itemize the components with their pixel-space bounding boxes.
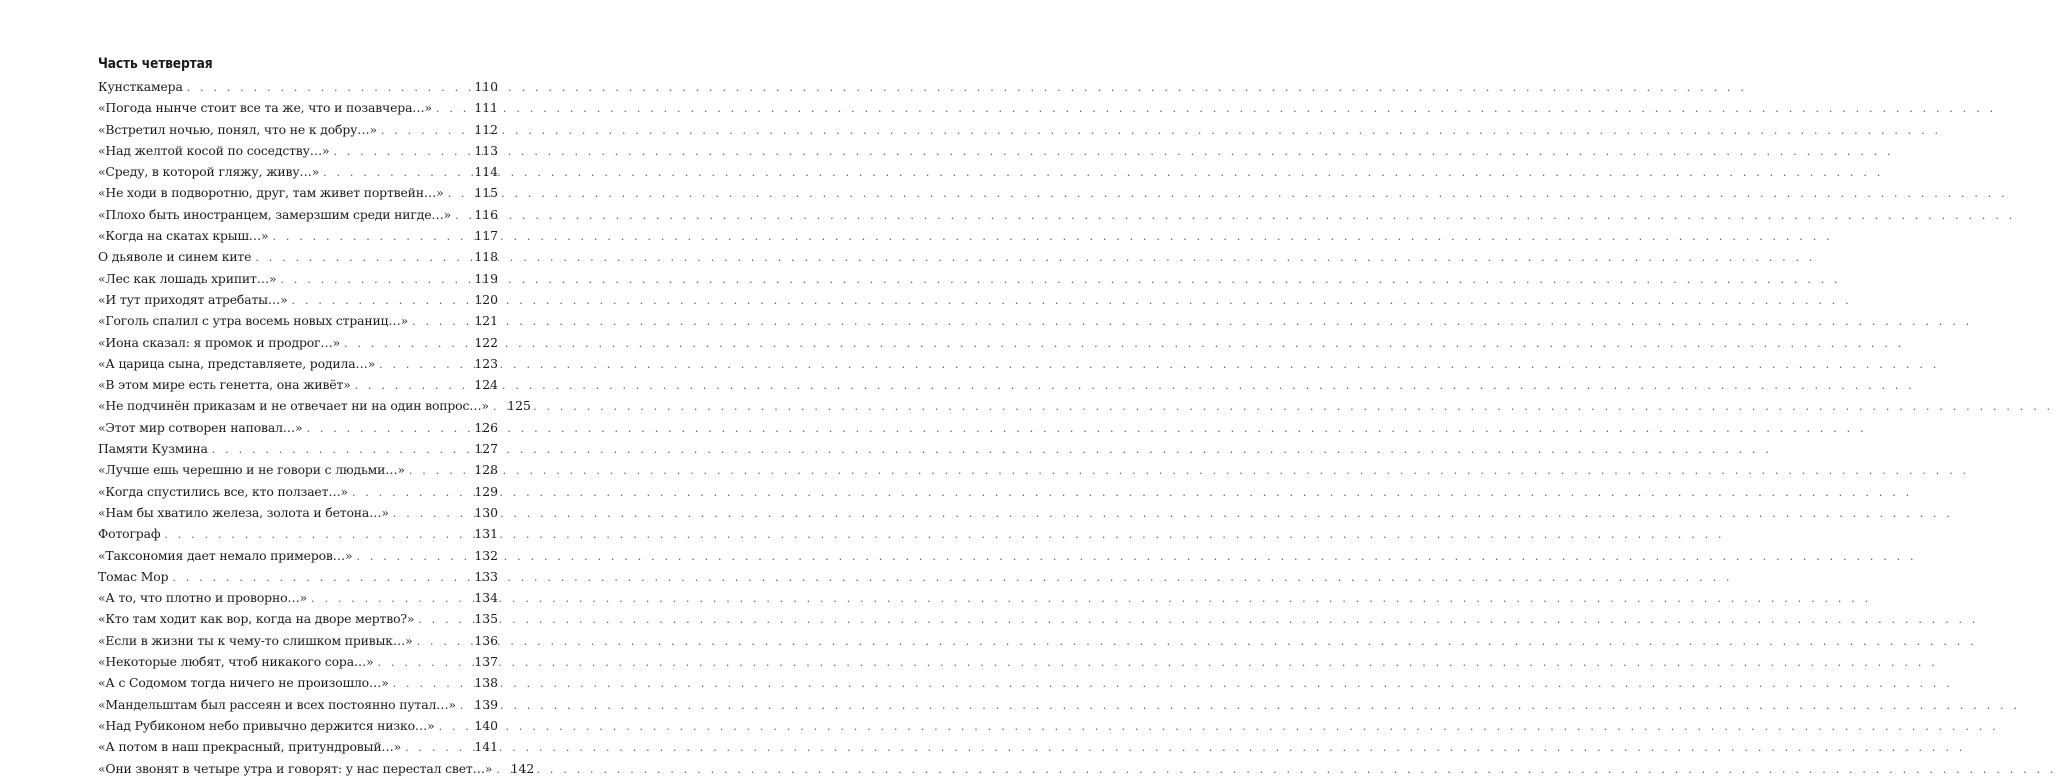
toc-entry-page-number: 121 <box>474 313 498 329</box>
toc-entry-title: «Лес как лошадь хрипит…» <box>98 270 277 286</box>
dot-leader <box>408 311 474 332</box>
toc-entry <box>98 715 498 736</box>
toc-entry-title: Памяти Кузмина <box>98 441 208 457</box>
toc-entry <box>98 438 498 459</box>
toc-entry-title: «Нам бы хватило железа, золота и бетона…» <box>98 504 389 520</box>
dot-leader <box>389 673 474 694</box>
toc-entry-page-number: 134 <box>474 590 498 606</box>
toc-entry-page-number: 117 <box>474 228 498 244</box>
toc-entry <box>98 374 498 395</box>
dot-leader <box>435 716 474 737</box>
toc-entry <box>98 758 535 779</box>
toc-entry-page-number: 131 <box>474 526 498 542</box>
toc-entry <box>98 459 498 480</box>
dot-leader <box>351 375 474 396</box>
toc-entry-title: «Мандельштам был рассеян и всех постоянно путал…» <box>98 696 456 712</box>
toc-entry <box>98 651 498 672</box>
toc-entry <box>98 225 498 246</box>
toc-entry-title: «Над Рубиконом небо привычно держится низко…» <box>98 717 435 733</box>
toc-entry <box>98 417 498 438</box>
toc-entry <box>98 630 498 651</box>
dot-leader <box>401 737 474 758</box>
toc-entry-page-number: 112 <box>474 121 498 137</box>
toc-entry <box>98 523 498 544</box>
dot-leader <box>456 695 474 716</box>
toc-entry-page-number: 129 <box>474 483 498 499</box>
toc-entry-title: Кунсткамера <box>98 79 183 94</box>
toc-entry <box>98 395 531 416</box>
toc-entry-page-number: 110 <box>474 79 498 94</box>
toc-entry-title: «Лучше ешь черешню и не говори с людьми…» <box>98 462 405 478</box>
toc-entry-page-number: 135 <box>474 611 498 627</box>
dot-leader <box>389 503 474 524</box>
toc-entry-title: «Этот мир сотворен наповал…» <box>98 419 303 435</box>
toc-entry <box>98 332 498 353</box>
toc-entry-title: «А то, что плотно и проворно…» <box>98 590 308 606</box>
toc-entry <box>98 353 498 374</box>
toc-entry-title: «Не ходи в подворотню, друг, там живет портвейн…» <box>98 185 444 201</box>
dot-leader <box>444 183 474 204</box>
toc-entry-page-number: 120 <box>474 291 498 307</box>
toc-entry <box>98 481 498 502</box>
toc-entry-page-number: 118 <box>474 249 498 265</box>
toc-entry <box>98 119 498 140</box>
dot-leader <box>268 226 474 247</box>
toc-entry-page-number: 113 <box>474 142 498 158</box>
toc-entry-title: «Когда спустились все, кто ползает…» <box>98 483 348 499</box>
toc-entry <box>98 161 498 182</box>
toc-entry-page-number: 122 <box>474 334 498 350</box>
dot-leader <box>288 290 474 311</box>
dot-leader <box>307 588 474 609</box>
dot-leader <box>208 439 474 460</box>
toc-entry-title: Фотограф <box>98 526 161 542</box>
dot-leader <box>276 269 474 290</box>
toc-entry-title: «Погода нынче стоит все та же, что и позавчера…» <box>98 100 432 116</box>
toc-entry <box>98 587 498 608</box>
dot-leader <box>374 652 474 673</box>
toc-entry <box>98 97 498 118</box>
toc-entry <box>98 182 498 203</box>
toc-entry-title: «Если в жизни ты к чему-то слишком привык…» <box>98 632 413 648</box>
toc-entry-title: «Таксономия дает немало примеров…» <box>98 547 353 563</box>
toc-entry-page-number: 137 <box>474 654 498 670</box>
toc-entry-title: «Иона сказал: я промок и продрог…» <box>98 334 341 350</box>
toc-entry-page-number: 140 <box>474 717 498 733</box>
dot-leader <box>432 98 474 119</box>
toc-entry-page-number: 125 <box>507 398 531 414</box>
dot-leader <box>405 460 474 481</box>
toc-entry <box>98 566 498 587</box>
toc-entry-page-number: 130 <box>474 504 498 520</box>
toc-entry-title: «Они звонят в четыре утра и говорят: у нас перестал свет…» <box>98 760 493 776</box>
dot-leader <box>414 609 474 630</box>
table-of-contents <box>98 76 535 779</box>
toc-entry-page-number: 114 <box>474 164 498 180</box>
dot-leader <box>377 120 474 141</box>
toc-entry-title: «А с Содомом тогда ничего не произошло…» <box>98 675 389 691</box>
toc-entry-page-number: 111 <box>474 100 498 116</box>
toc-entry-title: О дьяволе и синем ките <box>98 249 252 265</box>
dot-leader <box>183 77 474 98</box>
toc-entry-title: «Некоторые любят, чтоб никакого сора…» <box>98 654 374 670</box>
dot-leader <box>489 396 507 417</box>
toc-entry-title: «А царица сына, представляете, родила…» <box>98 355 376 371</box>
dot-leader <box>451 205 474 226</box>
dot-leader <box>375 354 474 375</box>
toc-page <box>98 54 535 779</box>
toc-entry-title: Томас Мор <box>98 568 169 584</box>
toc-entry-page-number: 139 <box>474 696 498 712</box>
toc-entry <box>98 736 498 757</box>
dot-leader <box>168 567 474 588</box>
dot-leader <box>348 482 474 503</box>
toc-entry-title: «И тут приходят атребаты…» <box>98 291 288 307</box>
toc-entry-title: «Над желтой косой по соседству…» <box>98 142 330 158</box>
dot-leader <box>329 141 474 162</box>
dot-leader <box>492 759 510 780</box>
toc-entry-page-number: 123 <box>474 355 498 371</box>
dot-leader <box>160 524 474 545</box>
toc-entry-title: «Гоголь спалил с утра восемь новых страниц…» <box>98 313 409 329</box>
toc-entry-page-number: 119 <box>474 270 498 286</box>
toc-entry <box>98 545 498 566</box>
dot-leader <box>319 162 474 183</box>
toc-entry-page-number: 141 <box>474 739 498 755</box>
toc-entry-title: «Встретил ночью, понял, что не к добру…» <box>98 121 377 137</box>
toc-entry-page-number: 142 <box>510 760 535 776</box>
toc-entry-page-number: 124 <box>474 377 498 393</box>
toc-entry-page-number: 126 <box>474 419 498 435</box>
dot-leader <box>340 333 474 354</box>
toc-entry <box>98 246 498 267</box>
toc-entry-page-number: 116 <box>474 206 498 222</box>
toc-entry <box>98 608 498 629</box>
dot-leader <box>413 631 474 652</box>
toc-entry <box>98 694 498 715</box>
toc-entry <box>98 502 498 523</box>
toc-entry <box>98 268 498 289</box>
dot-leader <box>352 546 474 567</box>
toc-entry-page-number: 136 <box>474 632 498 648</box>
toc-entry-title: «В этом мире есть генетта, она живёт» <box>98 377 351 393</box>
toc-entry-title: «Кто там ходит как вор, когда на дворе мертво?» <box>98 611 415 627</box>
toc-entry <box>98 672 498 693</box>
toc-entry-title: «Среду, в которой гляжу, живу…» <box>98 164 320 180</box>
dot-leader <box>302 418 474 439</box>
toc-entry-page-number: 138 <box>474 675 498 691</box>
toc-entry <box>98 310 498 331</box>
dot-leader <box>251 247 474 268</box>
toc-entry <box>98 289 498 310</box>
toc-entry-title: «А потом в наш прекрасный, притундровый…» <box>98 739 402 755</box>
toc-entry-page-number: 132 <box>474 547 498 563</box>
toc-entry-title: «Не подчинён приказам и не отвечает ни на один вопрос…» <box>98 398 489 414</box>
toc-entry-page-number: 127 <box>474 441 498 457</box>
toc-entry <box>98 204 498 225</box>
toc-entry-page-number: 115 <box>474 185 498 201</box>
toc-entry-page-number: 128 <box>474 462 498 478</box>
toc-entry <box>98 76 498 97</box>
toc-entry-page-number: 133 <box>474 568 498 584</box>
toc-entry-title: «Плохо быть иностранцем, замерзшим среди нигде…» <box>98 206 452 222</box>
toc-entry-title: «Когда на скатах крыш…» <box>98 228 269 244</box>
toc-entry <box>98 140 498 161</box>
section-title: Часть четвертая <box>98 56 213 72</box>
